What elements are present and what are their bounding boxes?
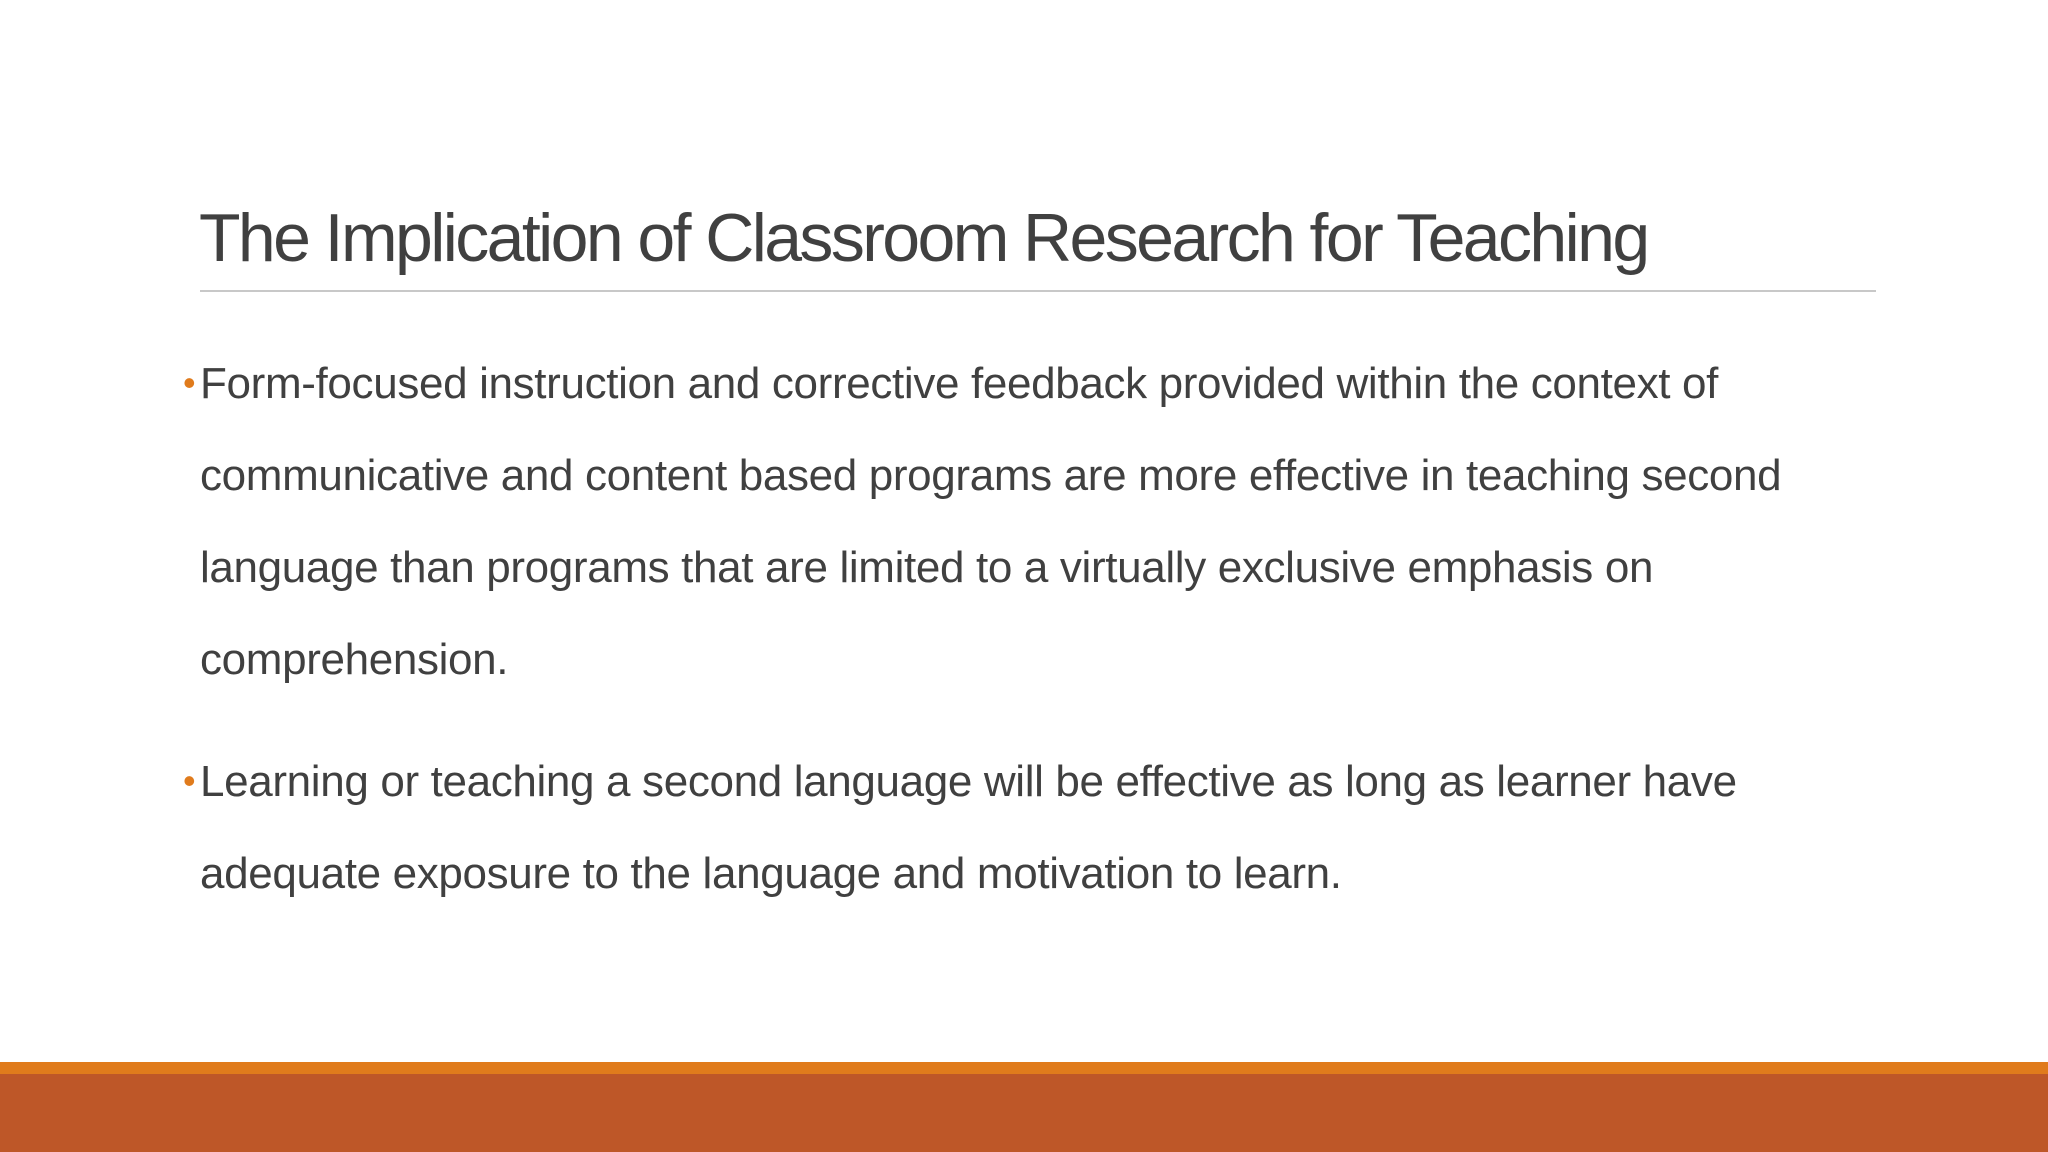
bullet-marker: • — [183, 760, 196, 801]
bullet-text: Form-focused instruction and corrective feedback provided within the context of communicative and content based programs are more effective in teaching second language than programs that are limited to a virtually exclusive emphasis on comprehension. — [200, 359, 1782, 684]
title-divider — [200, 290, 1876, 292]
bullet-text: Learning or teaching a second language will be effective as long as learner have adequate exposure to the language and motivation to learn. — [200, 757, 1737, 898]
footer-accent-stripe — [0, 1062, 2048, 1074]
bullet-item-2 — [183, 736, 1900, 920]
slide-title: The Implication of Classroom Research for Teaching — [199, 200, 1648, 276]
bullet-marker: • — [183, 362, 196, 403]
footer-band — [0, 1074, 2048, 1152]
bullet-item-1 — [183, 338, 1900, 706]
bullet-list — [183, 338, 1900, 920]
